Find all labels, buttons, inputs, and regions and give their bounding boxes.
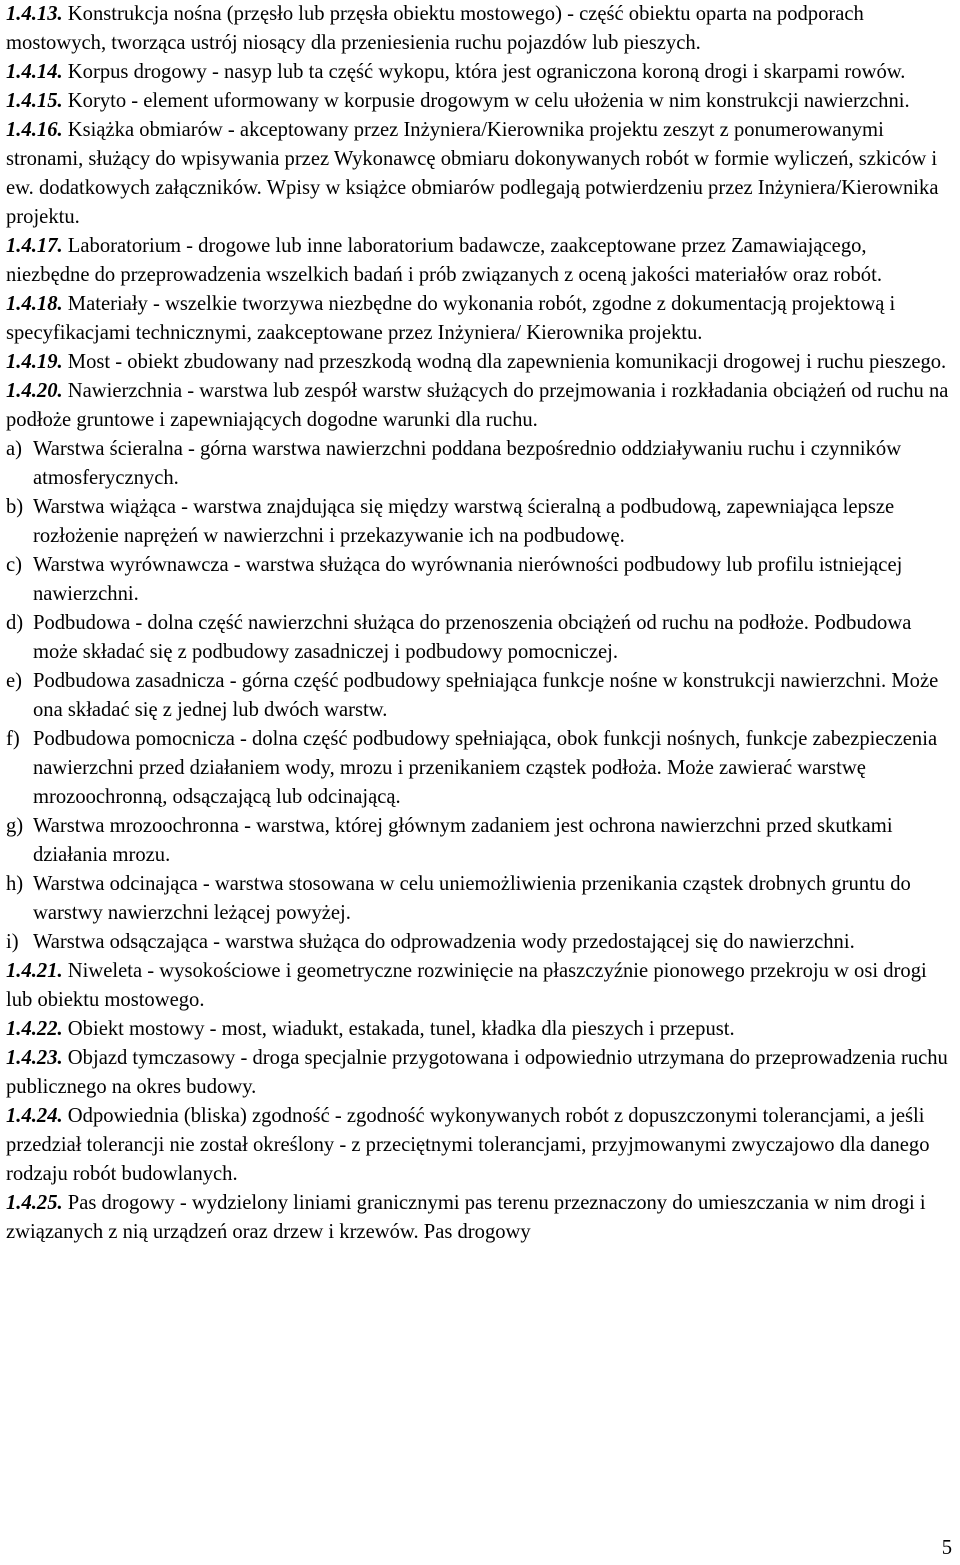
definition-item (6, 87, 951, 116)
definition-number: 1.4.17. (6, 235, 63, 257)
definition-item (6, 377, 951, 435)
definition-number: 1.4.18. (6, 293, 63, 315)
definition-text: Koryto - element uformowany w korpusie drogowym w celu ułożenia w nim konstrukcji nawierzchni. (67, 90, 910, 112)
definition-text: Konstrukcja nośna (przęsło lub przęsła obiektu mostowego) - część obiektu oparta na podporach mostowych, tworząca ustrój niosący dla przeniesienia ruchu pojazdów lub pieszych. (6, 3, 864, 54)
definition-number: 1.4.22. (6, 1018, 63, 1040)
definition-item (6, 0, 951, 58)
definition-number: 1.4.20. (6, 380, 63, 402)
list-item-letter: d) (6, 612, 24, 634)
document-page (6, 0, 951, 1247)
definition-number: 1.4.21. (6, 960, 63, 982)
list-item-letter: c) (6, 554, 22, 576)
definitions-top (6, 0, 951, 435)
definition-text: Materiały - wszelkie tworzywa niezbędne do wykonania robót, zgodne z dokumentacją projektową i specyfikacjami technicznymi, zaakceptowane przez Inżyniera/ Kierownika projektu. (6, 293, 896, 344)
list-item (6, 609, 951, 667)
list-item (6, 928, 951, 957)
definition-number: 1.4.24. (6, 1105, 63, 1127)
list-item-text: Warstwa odsączająca - warstwa służąca do odprowadzenia wody przedostającej się do nawierzchni. (33, 931, 855, 953)
list-item-letter: f) (6, 728, 20, 750)
definition-text: Pas drogowy - wydzielony liniami granicznymi pas terenu przeznaczony do umieszczania w nim drogi i związanych z nią urządzeń oraz drzew i krzewów. Pas drogowy (6, 1192, 926, 1243)
definition-item (6, 58, 951, 87)
definition-text: Książka obmiarów - akceptowany przez Inżyniera/Kierownika projektu zeszyt z ponumerowanymi stronami, służący do wpisywania przez Wykonawcę obmiaru dokonywanych robót w formie wyliczeń, szkiców i ew. dodatkowych załączników. Wpisy w książce obmiarów podlegają potwierdzeniu przez Inżyniera/Kierownika projektu. (6, 119, 939, 228)
list-item (6, 435, 951, 493)
definition-number: 1.4.25. (6, 1192, 63, 1214)
definition-text: Niweleta - wysokościowe i geometryczne rozwinięcie na płaszczyźnie pionowego przekroju w osi drogi lub obiektu mostowego. (6, 960, 927, 1011)
list-item (6, 667, 951, 725)
list-item-letter: g) (6, 815, 24, 837)
list-item (6, 812, 951, 870)
list-item (6, 725, 951, 812)
definition-item (6, 1189, 951, 1247)
definition-text: Most - obiekt zbudowany nad przeszkodą wodną dla zapewnienia komunikacji drogowej i ruchu pieszego. (67, 351, 947, 373)
surface-layers-list (6, 435, 951, 957)
list-item (6, 551, 951, 609)
definition-number: 1.4.16. (6, 119, 63, 141)
list-item-text: Podbudowa pomocnicza - dolna część podbudowy spełniająca, obok funkcji nośnych, funkcje zabezpieczenia nawierzchni przed działaniem wody, mrozu i przenikaniem cząstek podłoża. Może zawierać warstwę mrozoochronną, odsączającą lub odcinającą. (33, 728, 938, 808)
list-item-letter: e) (6, 670, 22, 692)
definition-item (6, 1044, 951, 1102)
definition-item (6, 290, 951, 348)
list-item-text: Warstwa mrozoochronna - warstwa, której głównym zadaniem jest ochrona nawierzchni przed skutkami działania mrozu. (33, 815, 893, 866)
definition-text: Odpowiednia (bliska) zgodność - zgodność wykonywanych robót z dopuszczonymi tolerancjami, a jeśli przedział tolerancji nie został określony - z przeciętnymi tolerancjami, przyjmowanymi zwyczajowo dla danego rodzaju robót budowlanych. (6, 1105, 930, 1185)
definition-number: 1.4.13. (6, 3, 63, 25)
definition-item (6, 348, 951, 377)
list-item-letter: i) (6, 931, 19, 953)
definition-number: 1.4.19. (6, 351, 63, 373)
list-item-text: Warstwa wyrównawcza - warstwa służąca do wyrównania nierówności podbudowy lub profilu istniejącej nawierzchni. (33, 554, 903, 605)
list-item-letter: a) (6, 438, 22, 460)
definitions-bottom (6, 957, 951, 1247)
definition-text: Obiekt mostowy - most, wiadukt, estakada, tunel, kładka dla pieszych i przepust. (67, 1018, 735, 1040)
page-number: 5 (941, 1537, 952, 1559)
list-item (6, 870, 951, 928)
definition-item (6, 1015, 951, 1044)
definition-item (6, 957, 951, 1015)
list-item-text: Warstwa wiążąca - warstwa znajdująca się między warstwą ścieralną a podbudową, zapewniająca lepsze rozłożenie naprężeń w nawierzchni i przekazywanie ich na podbudowę. (33, 496, 895, 547)
list-item-text: Warstwa odcinająca - warstwa stosowana w celu uniemożliwienia przenikania cząstek drobnych gruntu do warstwy nawierzchni leżącej powyżej. (33, 873, 911, 924)
definition-text: Objazd tymczasowy - droga specjalnie przygotowana i odpowiednio utrzymana do przeprowadzenia ruchu publicznego na okres budowy. (6, 1047, 948, 1098)
definition-text: Korpus drogowy - nasyp lub ta część wykopu, która jest ograniczona koroną drogi i skarpami rowów. (67, 61, 906, 83)
list-item-text: Warstwa ścieralna - górna warstwa nawierzchni poddana bezpośrednio oddziaływaniu ruchu i czynników atmosferycznych. (33, 438, 902, 489)
list-item-text: Podbudowa - dolna część nawierzchni służąca do przenoszenia obciążeń od ruchu na podłoże. Podbudowa może składać się z podbudowy zasadniczej i podbudowy pomocniczej. (33, 612, 912, 663)
definition-number: 1.4.23. (6, 1047, 63, 1069)
definition-text: Nawierzchnia - warstwa lub zespół warstw służących do przejmowania i rozkładania obciążeń od ruchu na podłoże gruntowe i zapewniających dogodne warunki dla ruchu. (6, 380, 949, 431)
list-item-letter: h) (6, 873, 24, 895)
list-item (6, 493, 951, 551)
definition-item (6, 232, 951, 290)
definition-text: Laboratorium - drogowe lub inne laboratorium badawcze, zaakceptowane przez Zamawiającego, niezbędne do przeprowadzenia wszelkich badań i prób związanych z oceną jakości materiałów oraz robót. (6, 235, 882, 286)
list-item-text: Podbudowa zasadnicza - górna część podbudowy spełniająca funkcje nośne w konstrukcji nawierzchni. Może ona składać się z jednej lub dwóch warstw. (33, 670, 939, 721)
definition-number: 1.4.14. (6, 61, 63, 83)
definition-item (6, 1102, 951, 1189)
definition-number: 1.4.15. (6, 90, 63, 112)
definition-item (6, 116, 951, 232)
list-item-letter: b) (6, 496, 24, 518)
